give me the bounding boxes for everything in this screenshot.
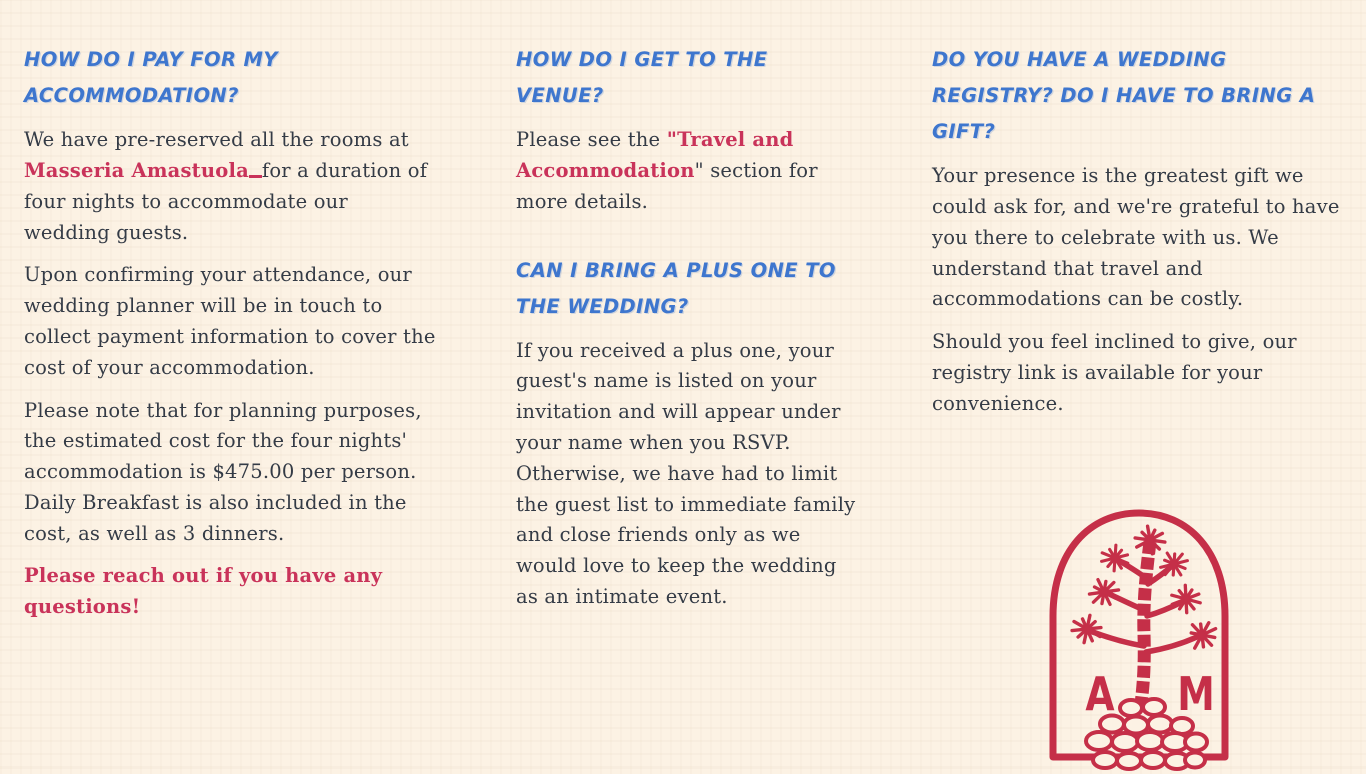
venue-p1-text-after: " section for more details.: [516, 158, 818, 213]
am-monogram-logo: [1044, 504, 1234, 774]
link-underline-mark: [249, 175, 262, 178]
faq-question-registry: DO YOU HAVE A WEDDING REGISTRY? DO I HAVE TO BRING A GIFT?: [932, 48, 1316, 144]
monogram-letter-a: A: [1085, 666, 1115, 721]
faq-answer-plus-one-p1: If you received a plus one, your guest's name is listed on your invitation and will appear under your name when you RSVP. Otherwise, we have had to limit the guest list to immediate family and close friends only as we would love to keep the wedding as an intimate event.: [516, 338, 856, 609]
venue-p1-text-before: Please see the: [516, 128, 667, 152]
faq-column-registry: [932, 42, 1342, 774]
faq-answer-pay-p1: [24, 125, 440, 248]
faq-question-pay: HOW DO I PAY FOR MY ACCOMMODATION?: [24, 48, 278, 108]
faq-answer-registry-p1: Your presence is the greatest gift we could ask for, and we're grateful to have you there to celebrate with us. We understand that travel and accommodations can be costly.: [932, 164, 1340, 311]
faq-column-venue-plus-one: [516, 42, 860, 774]
monogram-letter-m: M: [1177, 666, 1215, 721]
reach-out-note: Please reach out if you have any questions!: [24, 564, 383, 619]
faq-answer-pay-p2: Upon confirming your attendance, our wedding planner will be in touch to collect payment information to cover the cost of your accommodation.: [24, 263, 436, 379]
faq-answer-registry-p2: Should you feel inclined to give, our registry link is available for your convenience.: [932, 330, 1297, 415]
tree-in-arch-icon: [1044, 504, 1234, 774]
faq-answer-venue-p1: [516, 125, 860, 217]
pay-p1-text-before: We have pre-reserved all the rooms at: [24, 128, 409, 152]
travel-accommodation-section-ref: "Travel and Accommodation: [516, 128, 794, 182]
faq-question-venue: HOW DO I GET TO THE VENUE?: [516, 48, 768, 108]
faq-answer-pay-p3: Please note that for planning purposes, the estimated cost for the four nights' accommodation is $475.00 per person. Daily Breakfast is also included in the cost, as well as 3 dinners.: [24, 398, 422, 545]
faq-question-plus-one: CAN I BRING A PLUS ONE TO THE WEDDING?: [516, 258, 836, 318]
faq-column-accommodation-payment: [24, 42, 440, 774]
pay-p1-text-after: for a duration of four nights to accommodate our wedding guests.: [24, 158, 428, 244]
tree-trunk: [1140, 542, 1150, 712]
masseria-amastuola-link[interactable]: Masseria Amastuola: [24, 158, 249, 182]
